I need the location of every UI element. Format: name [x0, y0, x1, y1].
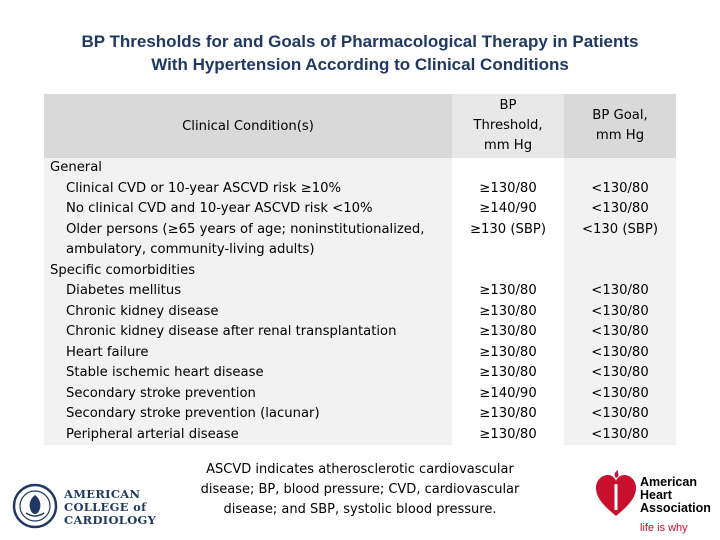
condition-cell-cont: ambulatory, community-living adults): [66, 242, 315, 257]
goal-cell: <130/80: [591, 344, 649, 360]
header-goal: [564, 94, 676, 158]
condition-cell: Diabetes mellitus: [66, 283, 182, 298]
aha-logo: [594, 466, 716, 538]
threshold-cell: ≥130/80: [479, 283, 537, 298]
threshold-cell: ≥130/80: [479, 426, 537, 442]
acc-wordmark: [64, 488, 156, 527]
header-threshold: [452, 94, 564, 158]
header-threshold-l3: mm Hg: [483, 138, 533, 153]
goal-cell: <130/80: [591, 324, 649, 339]
acc-logo: [12, 482, 162, 530]
goal-cell: <130/80: [591, 201, 649, 216]
goal-cell: <130/80: [591, 385, 649, 401]
header-goal-l2: mm Hg: [595, 128, 645, 143]
aha-tagline: life is why: [640, 522, 688, 534]
group-label-specific: Specific comorbidities: [50, 262, 196, 278]
threshold-cell: ≥130/80: [479, 344, 537, 360]
footnote-line-2: disease; BP, blood pressure; CVD, cardiovascular: [200, 482, 520, 497]
table-row: [44, 158, 676, 261]
goal-cell: <130/80: [591, 303, 649, 319]
acc-line-1: AMERICAN: [64, 487, 141, 501]
header-threshold-l1: BP: [499, 98, 517, 113]
goal-cell: <130/80: [591, 406, 649, 421]
condition-cell: Heart failure: [66, 344, 149, 360]
condition-cell: Chronic kidney disease: [66, 303, 219, 319]
goal-cell: <130/80: [591, 365, 649, 380]
aha-line-2: Heart: [640, 488, 672, 502]
header-goal-l1: BP Goal,: [592, 108, 648, 123]
threshold-cell: ≥130/80: [479, 365, 537, 380]
bp-thresholds-table: [44, 94, 676, 445]
heart-torch-icon: [594, 470, 638, 520]
condition-cell: Secondary stroke prevention: [66, 385, 256, 401]
aha-line-3: Association: [640, 501, 711, 515]
footnote: [176, 460, 544, 520]
threshold-cell: ≥130/80: [479, 324, 537, 339]
threshold-cell: ≥130/80: [479, 303, 537, 319]
aha-wordmark: [640, 476, 711, 515]
table-header-row: [44, 94, 676, 158]
header-condition: Clinical Condition(s): [44, 94, 452, 158]
goal-cell: <130/80: [591, 426, 649, 442]
condition-cell: Older persons (≥65 years of age; noninstitutionalized,: [66, 221, 425, 237]
header-threshold-l2: Threshold,: [473, 118, 543, 133]
threshold-cell: ≥140/90: [479, 201, 537, 216]
footnote-line-1: ASCVD indicates atherosclerotic cardiovascular: [206, 462, 514, 477]
condition-cell: Chronic kidney disease after renal transplantation: [66, 324, 397, 339]
condition-cell: Clinical CVD or 10-year ASCVD risk ≥10%: [66, 180, 342, 196]
threshold-cell: ≥140/90: [479, 385, 537, 401]
threshold-cell: ≥130/80: [479, 180, 537, 196]
condition-cell: Secondary stroke prevention (lacunar): [66, 406, 320, 421]
title-line-2: With Hypertension According to Clinical Conditions: [151, 55, 569, 74]
threshold-cell: ≥130 (SBP): [469, 221, 547, 237]
goal-cell: <130/80: [591, 283, 649, 298]
condition-cell: No clinical CVD and 10-year ASCVD risk <10%: [66, 201, 373, 216]
group-label-general: General: [50, 160, 102, 175]
acc-line-3: CARDIOLOGY: [64, 513, 157, 527]
threshold-cell: ≥130/80: [479, 406, 537, 421]
aha-line-1: American: [640, 475, 697, 489]
goal-cell: <130/80: [591, 180, 649, 196]
acc-seal-icon: [12, 483, 58, 529]
slide-title: [0, 30, 720, 76]
goal-cell: <130 (SBP): [581, 221, 659, 237]
footnote-line-3: disease; and SBP, systolic blood pressure.: [223, 502, 497, 517]
title-line-1: BP Thresholds for and Goals of Pharmacological Therapy in Patients: [81, 32, 639, 51]
condition-cell: Stable ischemic heart disease: [66, 365, 264, 380]
table-row: [44, 261, 676, 446]
acc-line-2: COLLEGE of: [64, 500, 147, 514]
condition-cell: Peripheral arterial disease: [66, 426, 239, 442]
